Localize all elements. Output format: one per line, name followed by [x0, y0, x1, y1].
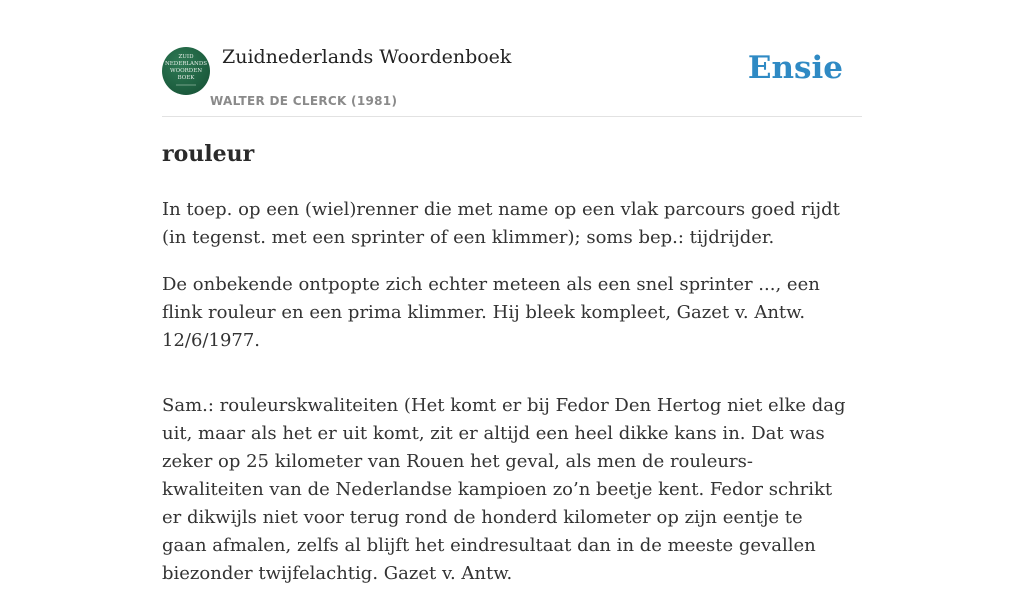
entry-content: [162, 138, 852, 607]
logo-text-line-2: NEDERLANDS: [164, 61, 208, 67]
ensie-logo[interactable]: Ensie: [747, 50, 843, 86]
logo-text-line-3: WOORDEN: [169, 68, 203, 74]
dictionary-title[interactable]: Zuidnederlands Woordenboek: [222, 46, 512, 68]
logo-text-line-4: BOEK: [177, 75, 195, 81]
entry-headword: rouleur: [162, 141, 255, 167]
entry-compound: Sam.: rouleurskwaliteiten (Het komt er bij Fedor Den Hertog niet elke dag uit, maar als het er uit komt, zit er altijd een heel dikke kans in. Dat was zeker op 25 kilometer van Rouen het geval, als men de rouleurs-kwaliteiten van de Nederlandse kampioen zo’n beetje kent. Fedor schrikt er dikwijls niet voor terug rond de honderd kilometer op zijn eentje te gaan afmalen, zelfs al blijft het eindresultaat dan in de meeste gevallen biezonder twijfelachtig. Gazet v. Antw.: [162, 395, 846, 584]
header: [162, 0, 862, 117]
entry-definition: In toep. op een (wiel)renner die met name op een vlak parcours goed rijdt (in tegenst. met een sprinter of een klimmer); soms bep.: tijdrijder.: [162, 199, 840, 248]
book-cover-icon[interactable]: [162, 47, 210, 95]
dictionary-author: WALTER DE CLERCK (1981): [210, 94, 398, 108]
entry-example: De onbekende ontpopte zich echter meteen als een snel sprinter ..., een flink rouleur en een prima klimmer. Hij bleek kompleet, Gazet v. Antw. 12/6/1977.: [162, 274, 820, 351]
logo-text-line-1: ZUID: [178, 54, 194, 60]
